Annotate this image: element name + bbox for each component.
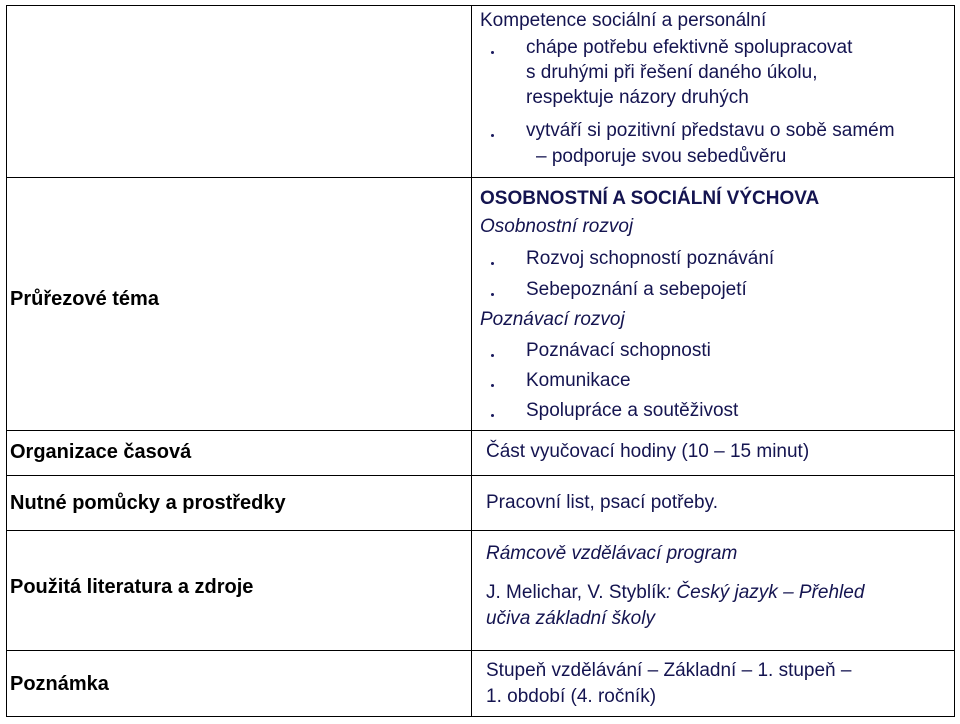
- prurezove-sub2-item-1: Poznávací schopnosti: [526, 340, 711, 361]
- competence-item-1-line-2: s druhými při řešení daného úkolu,: [526, 62, 818, 83]
- literatura-line-2: [486, 582, 864, 604]
- row-divider: [6, 650, 955, 651]
- organizace-casova-value: Část vyučovací hodiny (10 – 15 minut): [486, 441, 810, 462]
- prurezove-sub1-item-2: Sebepoznání a sebepojetí: [526, 279, 747, 300]
- prurezove-title: OSOBNOSTNÍ A SOCIÁLNÍ VÝCHOVA: [480, 188, 820, 209]
- competence-item-1-line-1: chápe potřebu efektivně spolupracovat: [526, 37, 853, 58]
- bullet-icon: [491, 384, 494, 387]
- row-divider: [6, 530, 955, 531]
- literatura-label: Použitá literatura a zdroje: [10, 576, 254, 598]
- competence-heading: Kompetence sociální a personální: [480, 10, 767, 31]
- competence-item-2-line-2: – podporuje svou sebedůvěru: [536, 146, 787, 167]
- bullet-icon: [491, 262, 494, 265]
- bullet-icon: [491, 293, 494, 296]
- nutne-pomucky-value: Pracovní list, psací potřeby.: [486, 492, 718, 513]
- organizace-casova-label: Organizace časová: [10, 441, 192, 463]
- prurezove-sub2-item-3: Spolupráce a soutěživost: [526, 400, 739, 421]
- table-border-left: [6, 5, 7, 717]
- competence-item-1-line-3: respektuje názory druhých: [526, 87, 749, 108]
- prurezove-subheading-1: Osobnostní rozvoj: [480, 216, 634, 237]
- column-divider: [471, 5, 472, 717]
- row-divider: [6, 475, 955, 476]
- literatura-book-title: : Český jazyk – Přehled: [665, 582, 865, 603]
- poznamka-line-2: 1. období (4. ročník): [486, 686, 657, 707]
- prurezove-tema-label: Průřezové téma: [10, 288, 159, 310]
- poznamka-line-1: Stupeň vzdělávání – Základní – 1. stupeň –: [486, 660, 852, 681]
- prurezove-sub1-item-1: Rozvoj schopností poznávání: [526, 248, 775, 269]
- bullet-icon: [491, 51, 494, 54]
- table: [6, 5, 955, 717]
- bullet-icon: [491, 414, 494, 417]
- table-border-bottom: [6, 716, 955, 717]
- row-divider: [6, 430, 955, 431]
- bullet-icon: [491, 134, 494, 137]
- literatura-line-1: Rámcově vzdělávací program: [486, 543, 738, 564]
- table-border-top: [6, 5, 955, 6]
- poznamka-label: Poznámka: [10, 673, 109, 695]
- competence-item-2-line-1: vytváří si pozitivní představu o sobě samém: [526, 120, 895, 141]
- table-border-right: [954, 5, 955, 717]
- bullet-icon: [491, 354, 494, 357]
- literatura-line-3: učiva základní školy: [486, 608, 655, 629]
- prurezove-subheading-2: Poznávací rozvoj: [480, 309, 625, 330]
- nutne-pomucky-label: Nutné pomůcky a prostředky: [10, 492, 286, 514]
- prurezove-sub2-item-2: Komunikace: [526, 370, 631, 391]
- row-divider: [6, 177, 955, 178]
- literatura-authors: J. Melichar, V. Styblík: [486, 582, 666, 603]
